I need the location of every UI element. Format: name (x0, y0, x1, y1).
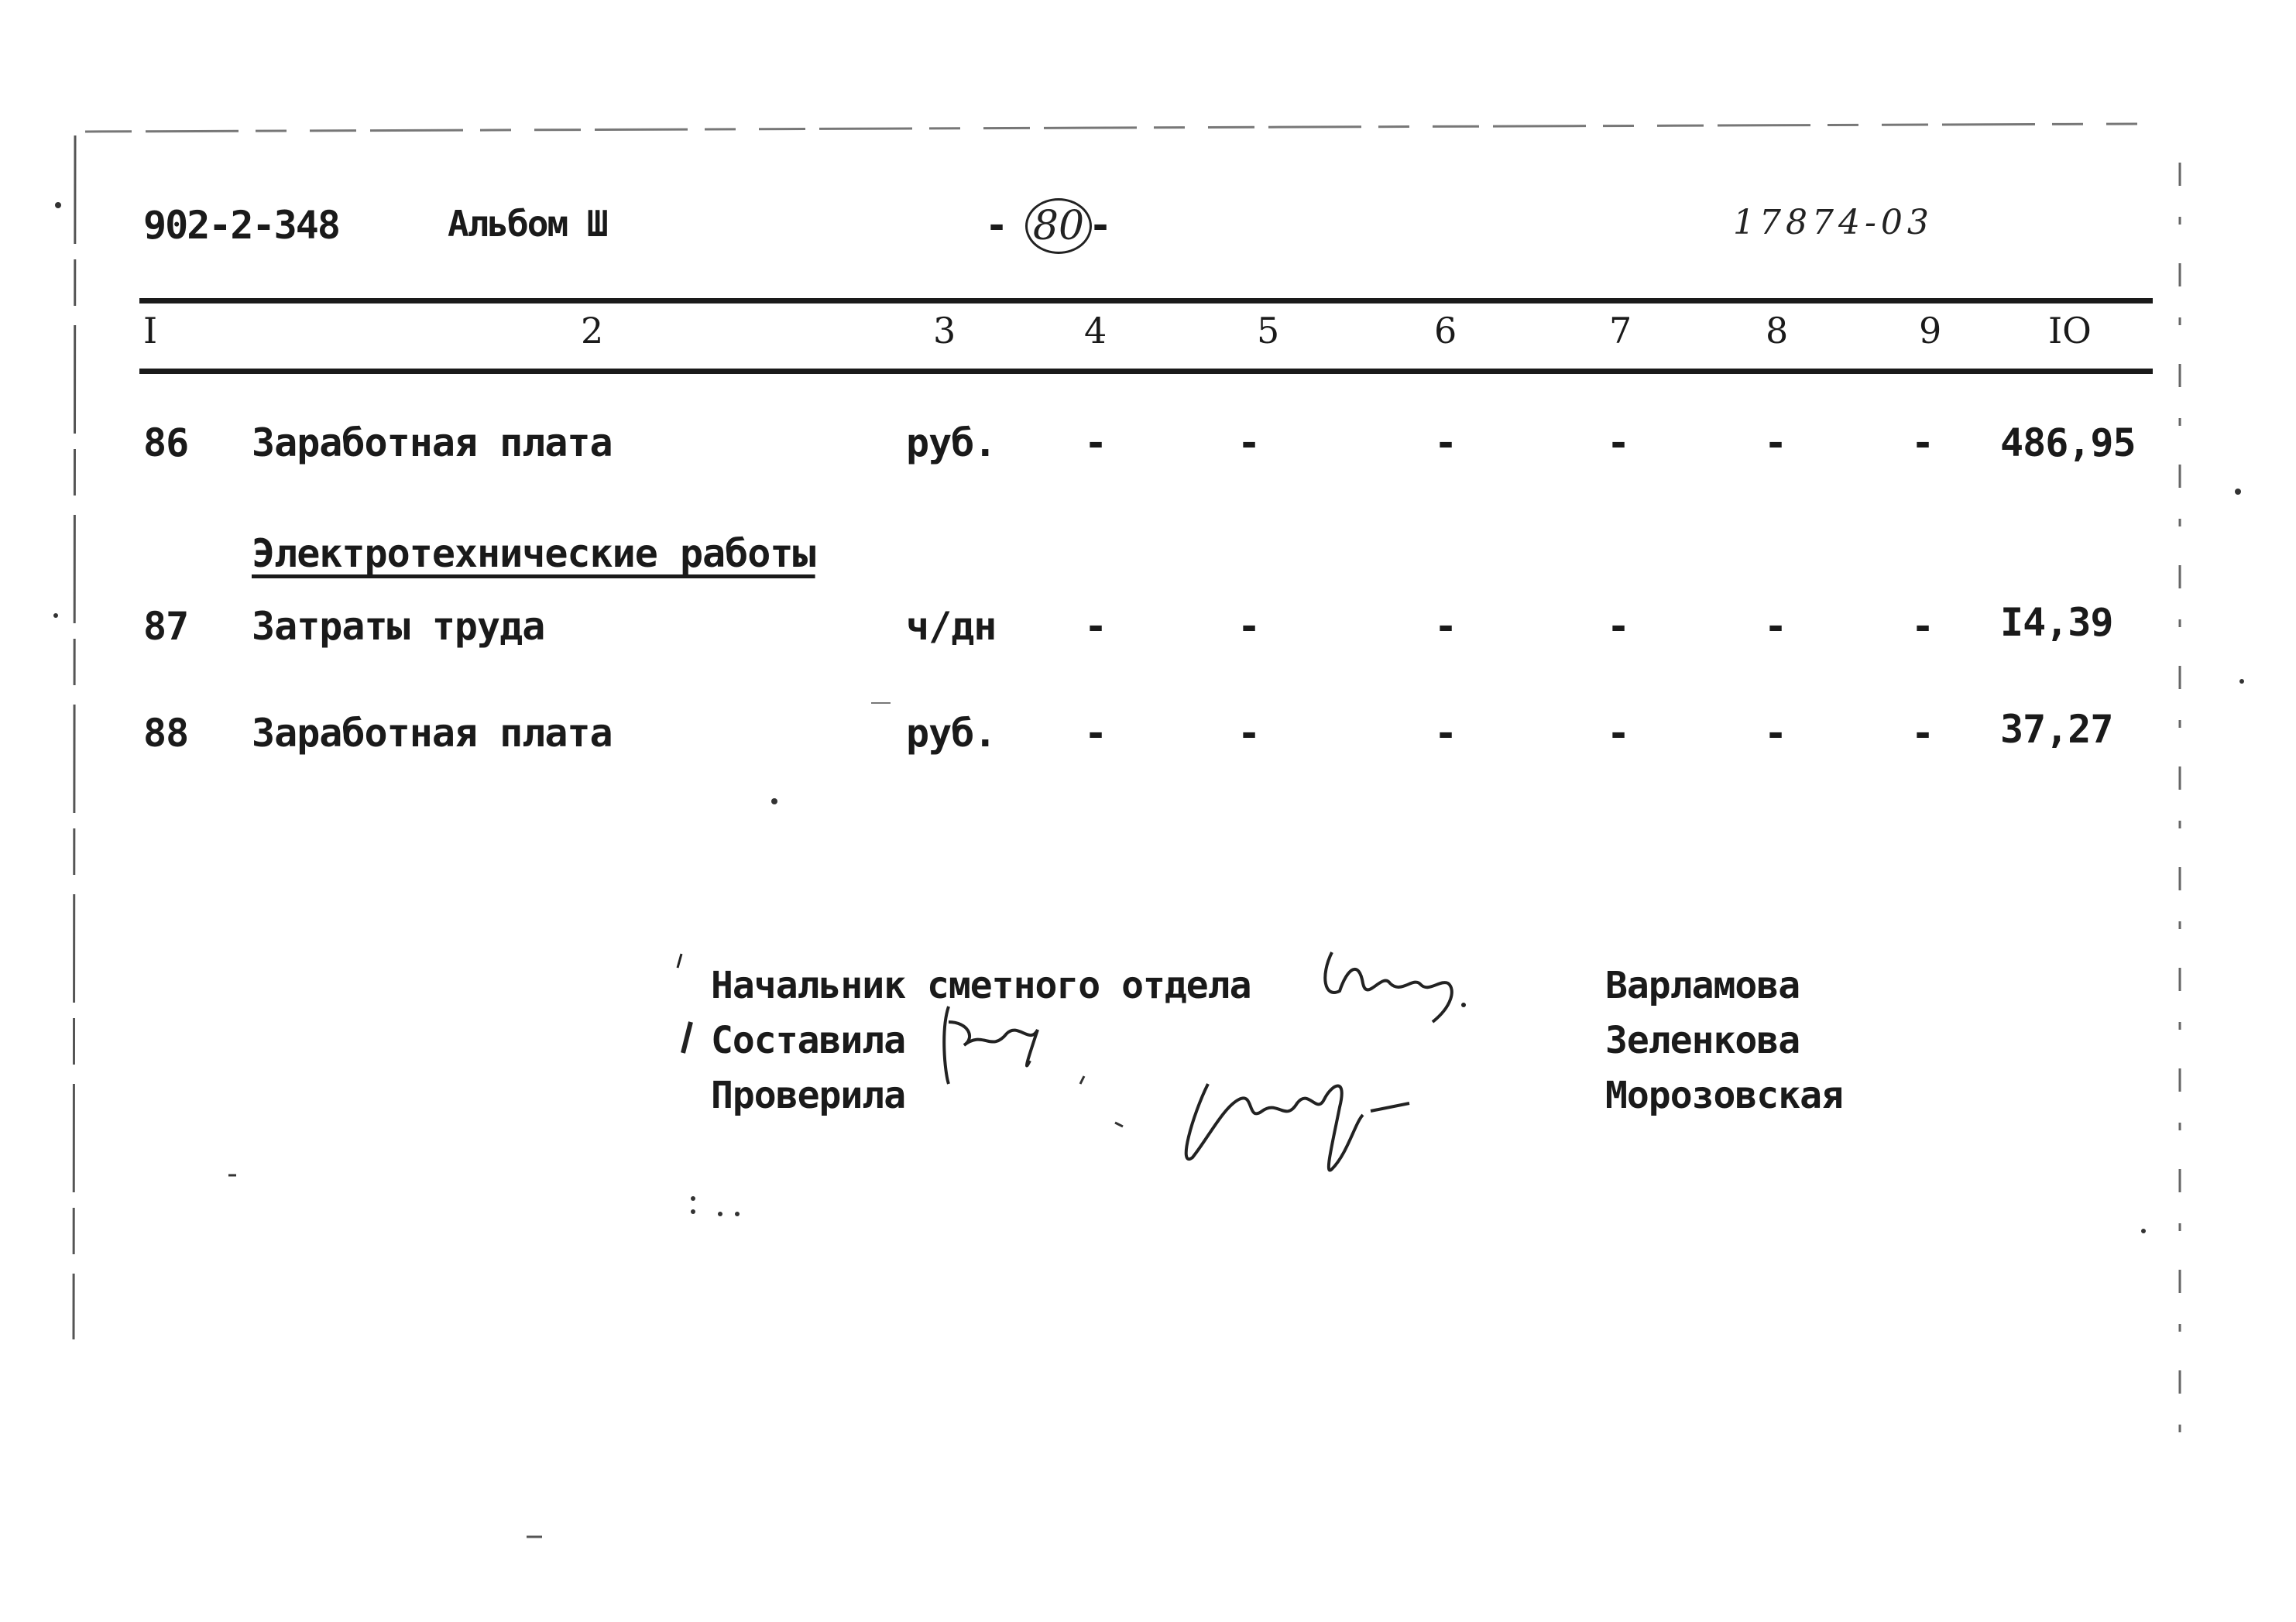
signature-role: Проверила (711, 1074, 906, 1117)
signature-name: Морозовская (1605, 1074, 1843, 1117)
row-cell: - (1434, 420, 1458, 465)
row-cell: - (1084, 604, 1108, 649)
column-header: I (143, 310, 158, 351)
page-dash-right: - (1089, 203, 1111, 248)
column-header: 6 (1434, 310, 1457, 351)
row-cell: - (1911, 711, 1935, 756)
signature-name: Варламова (1605, 964, 1800, 1007)
section-title: Электротехнические работы (252, 531, 815, 576)
row-unit: руб. (906, 420, 997, 465)
row-cell: - (1237, 711, 1261, 756)
column-header: 7 (1609, 310, 1632, 351)
signature-role: Составила (711, 1019, 906, 1062)
column-header: 2 (581, 310, 604, 351)
row-name: Заработная плата (252, 420, 613, 465)
row-cell: - (1764, 604, 1788, 649)
row-cell: - (1764, 711, 1788, 756)
column-header: 4 (1084, 310, 1107, 351)
row-value: I4,39 (2000, 600, 2113, 645)
row-cell: - (1434, 604, 1458, 649)
page-dash-left: - (985, 203, 1007, 248)
page-number: 80 (1025, 198, 1092, 254)
row-cell: - (1607, 420, 1631, 465)
handwritten-signatures (666, 937, 1556, 1200)
row-value: 37,27 (2000, 707, 2113, 752)
row-unit: руб. (906, 711, 997, 756)
doc-code: 902-2-348 (143, 203, 339, 248)
table-header-rule (139, 369, 2153, 374)
signature-name: Зеленкова (1605, 1019, 1800, 1062)
reference-number: 17874-03 (1733, 203, 1934, 242)
page-number-block (985, 194, 1117, 255)
table-top-rule (139, 298, 2153, 303)
row-name: Заработная плата (252, 711, 613, 756)
row-cell: - (1434, 711, 1458, 756)
column-header: 9 (1919, 310, 1942, 351)
row-cell: - (1911, 604, 1935, 649)
row-cell: - (1084, 420, 1108, 465)
column-header: 8 (1766, 310, 1789, 351)
row-cell: - (1607, 711, 1631, 756)
column-header: 5 (1257, 310, 1280, 351)
row-value: 486,95 (2000, 420, 2136, 465)
row-cell: - (1237, 604, 1261, 649)
row-number: 86 (143, 420, 189, 465)
row-number: 87 (143, 604, 189, 649)
row-unit: ч/дн (906, 604, 997, 649)
row-cell: - (1607, 604, 1631, 649)
column-header: 3 (933, 310, 956, 351)
signature-role: Начальник сметного отдела (711, 964, 1251, 1007)
row-name: Затраты труда (252, 604, 545, 649)
album-label: Альбом Ш (448, 203, 607, 245)
row-cell: - (1764, 420, 1788, 465)
row-cell: - (1237, 420, 1261, 465)
row-cell: - (1911, 420, 1935, 465)
row-cell: - (1084, 711, 1108, 756)
column-header: IO (2048, 310, 2092, 351)
row-number: 88 (143, 711, 189, 756)
